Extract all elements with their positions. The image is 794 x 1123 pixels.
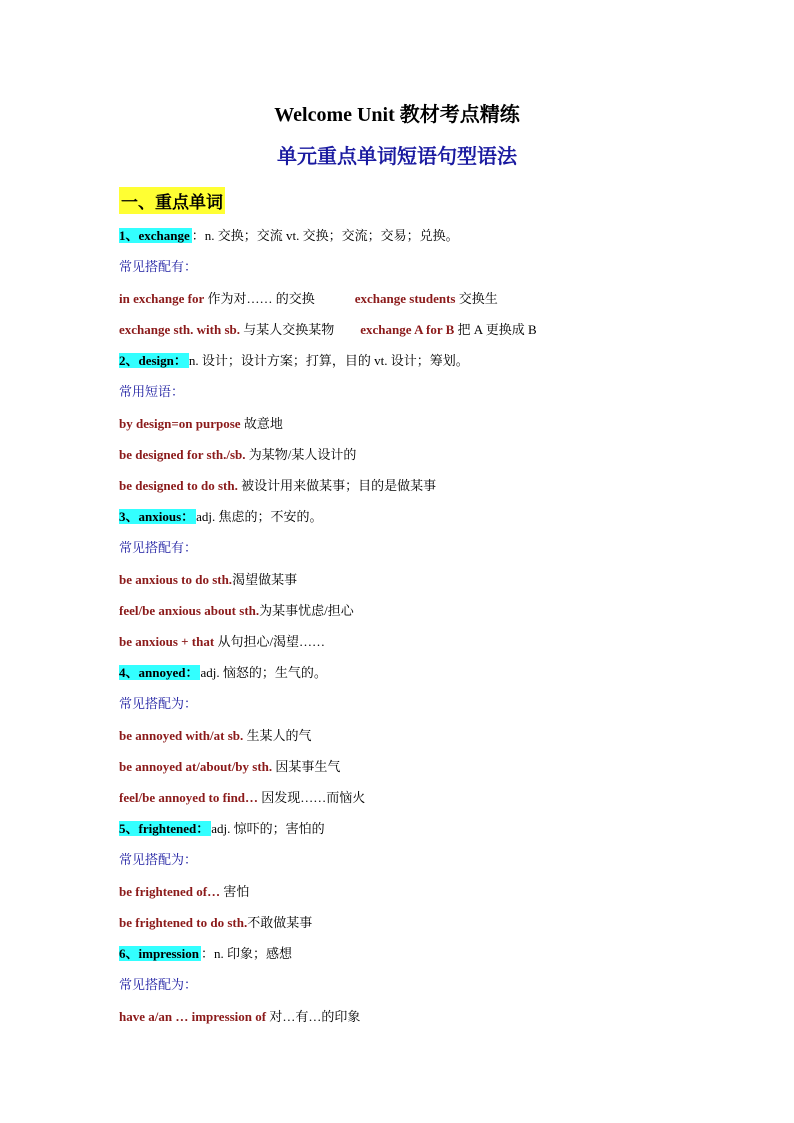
- phrase-meaning: 交换生: [455, 291, 498, 306]
- phrase-meaning: 因发现……而恼火: [258, 790, 366, 805]
- phrase-meaning: 与某人交换某物: [240, 322, 335, 337]
- entry-frightened-note: 常见搭配为：: [119, 852, 198, 867]
- entry-anxious-phrase-3: [119, 633, 325, 651]
- entry-frightened-phrase-1: [119, 883, 249, 901]
- entry-headword: 2、design：: [119, 353, 187, 368]
- entry-impression-phrase-1: [119, 1008, 360, 1026]
- entry-frightened-phrase-2: [119, 914, 312, 932]
- phrase: be designed for sth./sb.: [119, 447, 246, 462]
- phrase-meaning: 因某事生气: [272, 759, 341, 774]
- section-heading-key-words: 一、重点单词: [119, 187, 225, 214]
- entry-definition: n. 设计；设计方案；打算，目的 vt. 设计；筹划。: [188, 353, 469, 368]
- entry-design-phrase-3: [119, 477, 436, 495]
- entry-design-phrase-1: [119, 415, 283, 433]
- entry-exchange-note: 常见搭配有：: [119, 259, 198, 274]
- entry-definition: ：n. 交换；交流 vt. 交换；交流；交易；兑换。: [191, 228, 459, 243]
- entry-annoyed-phrase-1: [119, 727, 312, 745]
- phrase: be annoyed at/about/by sth.: [119, 759, 273, 774]
- phrase: feel/be annoyed to find…: [119, 790, 259, 805]
- phrase: in exchange for: [119, 291, 205, 306]
- entry-headword: 5、frightened：: [119, 821, 210, 836]
- entry-frightened-definition: [119, 820, 325, 838]
- entry-design-phrase-2: [119, 446, 356, 464]
- entry-annoyed-phrase-2: [119, 758, 340, 776]
- phrase: by design=on purpose: [119, 416, 241, 431]
- phrase: exchange sth. with sb.: [119, 322, 240, 337]
- entry-exchange-definition: [119, 227, 459, 245]
- entry-definition: adj. 焦虑的；不安的。: [196, 509, 323, 524]
- phrase-meaning: 害怕: [220, 884, 250, 899]
- phrase-meaning: 渴望做某事: [232, 572, 298, 587]
- entry-headword: 4、annoyed：: [119, 665, 199, 680]
- phrase-meaning: 从句担心/渴望……: [214, 634, 326, 649]
- phrase: be anxious + that: [119, 634, 215, 649]
- phrase-meaning: 故意地: [240, 416, 283, 431]
- entry-headword: 3、anxious：: [119, 509, 195, 524]
- phrase: exchange A for B: [360, 322, 455, 337]
- entry-definition: adj. 惊吓的；害怕的: [211, 821, 325, 836]
- phrase-meaning: 被设计用来做某事；目的是做某事: [237, 478, 437, 493]
- entry-anxious-definition: [119, 508, 323, 526]
- phrase: feel/be anxious about sth.: [119, 603, 260, 618]
- phrase-meaning: 作为对…… 的交换: [204, 291, 315, 306]
- entry-headword: 6、impression: [119, 946, 199, 961]
- entry-impression-definition: [119, 945, 292, 963]
- document-title: Welcome Unit 教材考点精练: [274, 104, 520, 126]
- document-subtitle: 单元重点单词短语句型语法: [277, 146, 517, 168]
- entry-headword: 1、exchange: [119, 228, 190, 243]
- phrase: be anxious to do sth.: [119, 572, 233, 587]
- phrase-meaning: 对…有…的印象: [266, 1009, 361, 1024]
- entry-anxious-phrase-2: [119, 602, 354, 620]
- phrase: be annoyed with/at sb.: [119, 728, 244, 743]
- phrase-meaning: 为某事忧虑/担心: [259, 603, 354, 618]
- entry-anxious-note: 常见搭配有：: [119, 540, 198, 555]
- entry-annoyed-definition: [119, 664, 327, 682]
- entry-design-definition: [119, 352, 469, 370]
- entry-definition: ：n. 印象；感想: [200, 946, 292, 961]
- phrase-meaning: 不敢做某事: [247, 915, 313, 930]
- entry-annoyed-note: 常见搭配为：: [119, 696, 198, 711]
- phrase-meaning: 生某人的气: [243, 728, 312, 743]
- entry-annoyed-phrase-3: [119, 789, 365, 807]
- entry-impression-note: 常见搭配为：: [119, 977, 198, 992]
- entry-design-note: 常用短语：: [119, 384, 185, 399]
- phrase: be frightened of…: [119, 884, 221, 899]
- entry-anxious-phrase-1: [119, 571, 297, 589]
- phrase-meaning: 为某物/某人设计的: [245, 447, 357, 462]
- phrase: exchange students: [354, 291, 456, 306]
- phrase: be designed to do sth.: [119, 478, 238, 493]
- entry-definition: adj. 恼怒的；生气的。: [200, 665, 327, 680]
- phrase: be frightened to do sth.: [119, 915, 248, 930]
- phrase: have a/an … impression of: [119, 1009, 267, 1024]
- entry-exchange-phrase-row-2: [119, 321, 537, 339]
- phrase-meaning: 把 A 更换成 B: [454, 322, 537, 337]
- entry-exchange-phrase-row-1: [119, 290, 498, 308]
